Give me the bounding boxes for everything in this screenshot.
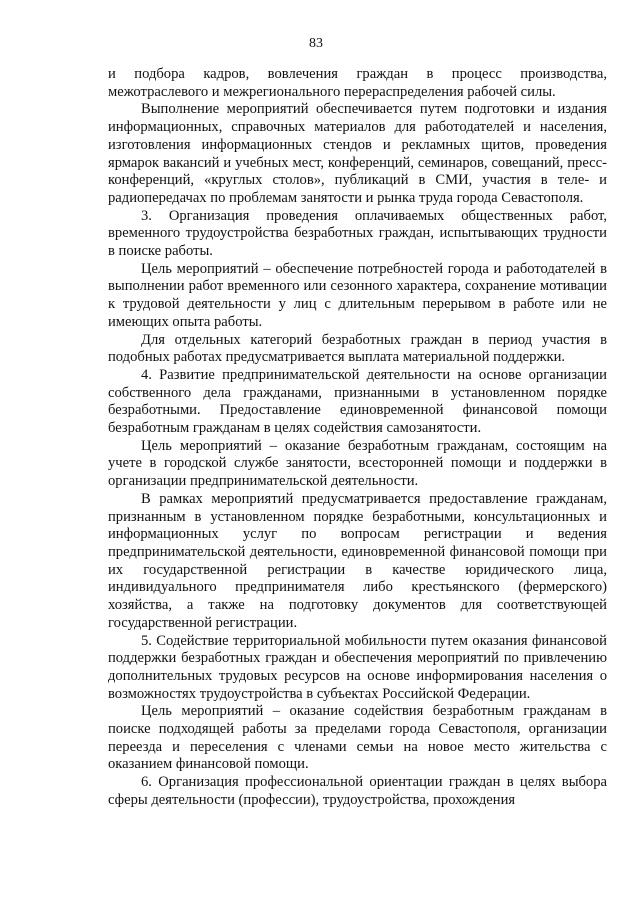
paragraph-information-activities: Выполнение мероприятий обеспечивается путем подготовки и издания информационных, справочных материалов для работодателей и населения, изготовления информационных стендов и рекламных щитов, проведения ярмарок вакансий и учебных мест, конференций, семинаров, совещаний, пресс-конференций, «круглых столов», публикаций в СМИ, участия в теле- и радиопередачах по проблемам занятости и рынка труда города Севастополя. xyxy=(108,101,607,206)
paragraph-item-3-material-support: Для отдельных категорий безработных граждан в период участия в подобных работах предусматривается выплата материальной поддержки. xyxy=(108,331,607,366)
paragraph-item-4-details: В рамках мероприятий предусматривается предоставление гражданам, признанным в установленном порядке безработными, консультационных и информационных услуг по вопросам регистрации и ведения предпринимательской деятельности, единовременной финансовой помощи при их государственной регистрации в качестве юридического лица, индивидуального предпринимателя либо крестьянского (фермерского) хозяйства, а также на подготовку документов для соответствующей государственной регистрации. xyxy=(108,490,607,631)
paragraph-item-3-public-works: 3. Организация проведения оплачиваемых общественных работ, временного трудоустройства безработных граждан, испытывающих трудности в поиске работы. xyxy=(108,207,607,260)
document-body xyxy=(108,66,607,810)
paragraph-item-5-mobility: 5. Содействие территориальной мобильности путем оказания финансовой поддержки безработных граждан и обеспечения мероприятий по привлечению дополнительных трудовых ресурсов на основе информирования населения о возможностях трудоустройства в субъектах Российской Федерации. xyxy=(108,632,607,702)
paragraph-item-6-orientation: 6. Организация профессиональной ориентации граждан в целях выбора сферы деятельности (профессии), трудоустройства, прохождения xyxy=(108,774,607,808)
paragraph-item-4-goal: Цель мероприятий – оказание безработным гражданам, состоящим на учете в городской службе занятости, всесторонней помощи и поддержки в организации предпринимательской деятельности. xyxy=(108,437,607,490)
paragraph-item-4-entrepreneurship: 4. Развитие предпринимательской деятельности на основе организации собственного дела гражданами, признанными в установленном порядке безработными. Предоставление единовременной финансовой помощи безработным гражданам в целях содействия самозанятости. xyxy=(108,366,607,437)
paragraph-item-3-goal: Цель мероприятий – обеспечение потребностей города и работодателей в выполнении работ временного или сезонного характера, сохранение мотивации к трудовой деятельности у лиц с длительным перерывом в работе или не имеющих опыта работы. xyxy=(108,260,607,330)
page-number: 83 xyxy=(309,36,323,51)
paragraph-continuation: и подбора кадров, вовлечения граждан в процесс производства, межотраслевого и межрегионального перераспределения рабочей силы. xyxy=(108,66,607,100)
paragraph-item-5-goal: Цель мероприятий – оказание содействия безработным гражданам в поиске подходящей работы за пределами города Севастополя, организации переезда и переселения с членами семьи на новое место жительства с оказанием финансовой помощи. xyxy=(108,703,607,773)
